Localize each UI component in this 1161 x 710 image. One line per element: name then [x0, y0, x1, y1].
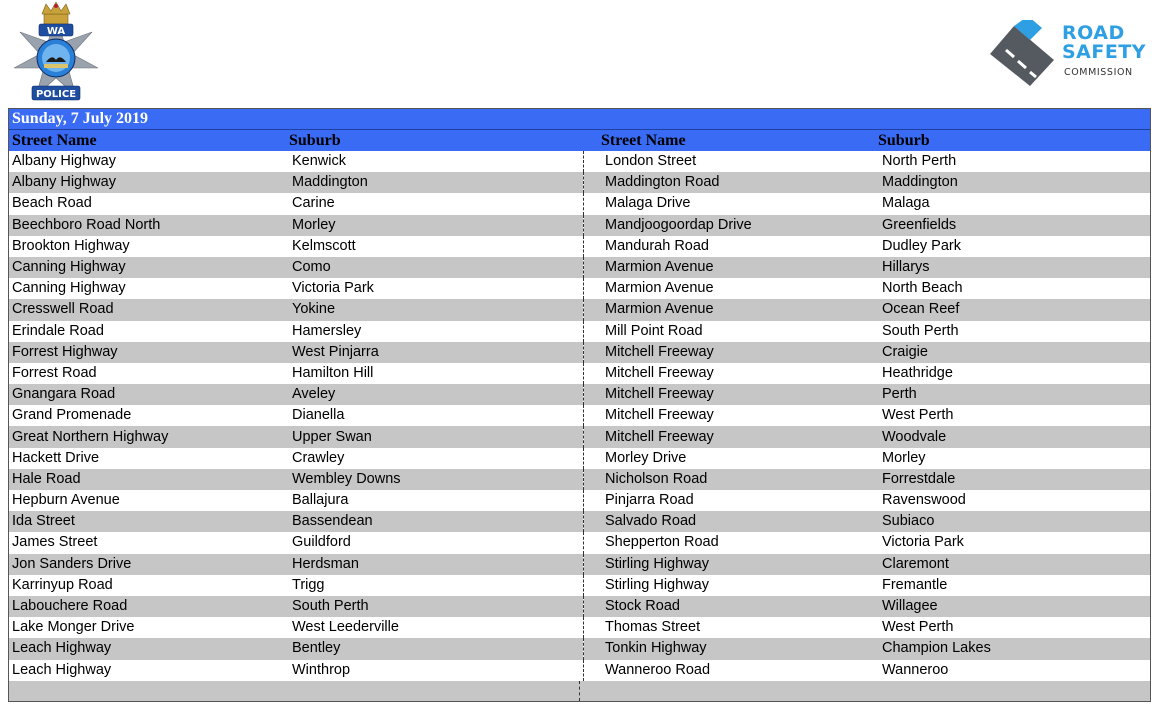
table-row — [9, 469, 1150, 490]
table-row — [9, 342, 1150, 363]
left-suburb-cell: Bentley — [289, 638, 584, 659]
right-suburb-cell: Claremont — [882, 554, 1150, 575]
table-row — [9, 660, 1150, 681]
table-row — [9, 575, 1150, 596]
right-suburb-cell: Champion Lakes — [882, 638, 1150, 659]
right-street-cell: London Street — [584, 151, 883, 172]
left-suburb-cell: Ballajura — [289, 490, 584, 511]
left-suburb-cell: Kenwick — [289, 151, 584, 172]
left-street-cell: Hepburn Avenue — [9, 490, 289, 511]
left-suburb-cell: Winthrop — [289, 660, 584, 681]
table-row — [9, 151, 1150, 172]
left-street-cell: Canning Highway — [9, 257, 289, 278]
right-street-cell: Thomas Street — [584, 617, 883, 638]
speed-camera-locations-sheet — [8, 108, 1151, 702]
road-safety-line3: COMMISSION — [1064, 67, 1133, 78]
left-suburb-cell: Yokine — [289, 299, 584, 320]
right-suburb-cell: North Beach — [882, 278, 1150, 299]
left-suburb-cell: Guildford — [289, 532, 584, 553]
table-row — [9, 172, 1150, 193]
left-suburb-cell: Aveley — [289, 384, 584, 405]
right-street-cell: Shepperton Road — [584, 532, 883, 553]
badge-wa-text: WA — [46, 26, 66, 37]
left-suburb-cell: Maddington — [289, 172, 584, 193]
right-suburb-cell: Fremantle — [882, 575, 1150, 596]
right-street-cell: Maddington Road — [584, 172, 883, 193]
right-suburb-cell: Heathridge — [882, 363, 1150, 384]
road-safety-line2: SAFETY — [1062, 41, 1147, 63]
right-street-cell: Marmion Avenue — [584, 299, 883, 320]
left-street-cell: Hale Road — [9, 469, 289, 490]
left-street-cell: James Street — [9, 532, 289, 553]
left-street-cell: Leach Highway — [9, 638, 289, 659]
road-safety-road-icon — [984, 20, 1060, 90]
left-street-cell: Forrest Road — [9, 363, 289, 384]
right-suburb-cell: Willagee — [882, 596, 1150, 617]
right-suburb-cell: West Perth — [882, 405, 1150, 426]
left-suburb-cell: Como — [289, 257, 584, 278]
right-street-cell: Morley Drive — [584, 448, 883, 469]
badge-police-text: POLICE — [35, 89, 77, 100]
right-street-cell: Stock Road — [584, 596, 883, 617]
left-street-cell: Erindale Road — [9, 321, 289, 342]
right-street-cell: Mandjoogoordap Drive — [584, 215, 883, 236]
left-street-cell: Beach Road — [9, 193, 289, 214]
right-suburb-cell: Greenfields — [882, 215, 1150, 236]
table-row — [9, 638, 1150, 659]
left-street-cell: Labouchere Road — [9, 596, 289, 617]
left-suburb-cell: South Perth — [289, 596, 584, 617]
table-row — [9, 426, 1150, 447]
left-suburb-cell: Upper Swan — [289, 426, 584, 447]
right-street-cell: Mitchell Freeway — [584, 342, 883, 363]
column-header-row — [9, 130, 1150, 151]
right-street-cell: Marmion Avenue — [584, 257, 883, 278]
right-suburb-cell: Ravenswood — [882, 490, 1150, 511]
right-street-cell: Mandurah Road — [584, 236, 883, 257]
header-left-suburb: Suburb — [289, 132, 341, 149]
left-street-cell: Lake Monger Drive — [9, 617, 289, 638]
road-safety-line1: ROAD — [1062, 22, 1125, 44]
right-suburb-cell: Maddington — [882, 172, 1150, 193]
table-row — [9, 490, 1150, 511]
table-row — [9, 278, 1150, 299]
left-street-cell: Great Northern Highway — [9, 426, 289, 447]
right-street-cell: Wanneroo Road — [584, 660, 883, 681]
table-row — [9, 617, 1150, 638]
right-suburb-cell: Ocean Reef — [882, 299, 1150, 320]
table-row — [9, 193, 1150, 214]
left-suburb-cell: Hamilton Hill — [289, 363, 584, 384]
table-row — [9, 321, 1150, 342]
left-suburb-cell: Morley — [289, 215, 584, 236]
table-row — [9, 384, 1150, 405]
right-suburb-cell: Craigie — [882, 342, 1150, 363]
right-street-cell: Mitchell Freeway — [584, 426, 883, 447]
header-right-suburb: Suburb — [878, 132, 930, 149]
right-street-cell: Stirling Highway — [584, 575, 883, 596]
left-street-cell: Brookton Highway — [9, 236, 289, 257]
table-row — [9, 596, 1150, 617]
table-row — [9, 448, 1150, 469]
table-row — [9, 554, 1150, 575]
right-suburb-cell: Woodvale — [882, 426, 1150, 447]
left-suburb-cell: Victoria Park — [289, 278, 584, 299]
right-suburb-cell: Victoria Park — [882, 532, 1150, 553]
left-street-cell: Grand Promenade — [9, 405, 289, 426]
table-row — [9, 215, 1150, 236]
table-row — [9, 236, 1150, 257]
wa-police-badge-icon — [6, 2, 106, 106]
locations-table — [9, 151, 1150, 681]
header-right-street: Street Name — [601, 132, 686, 149]
left-street-cell: Forrest Highway — [9, 342, 289, 363]
left-suburb-cell: West Leederville — [289, 617, 584, 638]
right-suburb-cell: Hillarys — [882, 257, 1150, 278]
left-suburb-cell: West Pinjarra — [289, 342, 584, 363]
left-suburb-cell: Carine — [289, 193, 584, 214]
right-street-cell: Tonkin Highway — [584, 638, 883, 659]
right-suburb-cell: West Perth — [882, 617, 1150, 638]
right-street-cell: Mitchell Freeway — [584, 384, 883, 405]
header-left-street: Street Name — [12, 132, 97, 149]
table-row — [9, 257, 1150, 278]
road-safety-logo — [984, 20, 1147, 90]
right-street-cell: Pinjarra Road — [584, 490, 883, 511]
left-street-cell: Albany Highway — [9, 151, 289, 172]
right-street-cell: Nicholson Road — [584, 469, 883, 490]
right-street-cell: Salvado Road — [584, 511, 883, 532]
table-row — [9, 299, 1150, 320]
table-row — [9, 511, 1150, 532]
left-street-cell: Beechboro Road North — [9, 215, 289, 236]
table-row — [9, 363, 1150, 384]
right-suburb-cell: Subiaco — [882, 511, 1150, 532]
left-street-cell: Leach Highway — [9, 660, 289, 681]
left-street-cell: Albany Highway — [9, 172, 289, 193]
table-footer-row — [9, 681, 1150, 701]
left-street-cell: Canning Highway — [9, 278, 289, 299]
right-suburb-cell: Perth — [882, 384, 1150, 405]
left-street-cell: Cresswell Road — [9, 299, 289, 320]
right-street-cell: Mitchell Freeway — [584, 405, 883, 426]
left-suburb-cell: Herdsman — [289, 554, 584, 575]
right-street-cell: Stirling Highway — [584, 554, 883, 575]
right-street-cell: Mill Point Road — [584, 321, 883, 342]
left-street-cell: Ida Street — [9, 511, 289, 532]
left-suburb-cell: Crawley — [289, 448, 584, 469]
right-street-cell: Malaga Drive — [584, 193, 883, 214]
right-suburb-cell: North Perth — [882, 151, 1150, 172]
date-header: Sunday, 7 July 2019 — [9, 109, 1150, 130]
left-suburb-cell: Dianella — [289, 405, 584, 426]
right-suburb-cell: Morley — [882, 448, 1150, 469]
left-suburb-cell: Hamersley — [289, 321, 584, 342]
table-row — [9, 532, 1150, 553]
right-suburb-cell: Malaga — [882, 193, 1150, 214]
left-suburb-cell: Kelmscott — [289, 236, 584, 257]
right-suburb-cell: Wanneroo — [882, 660, 1150, 681]
right-suburb-cell: South Perth — [882, 321, 1150, 342]
left-suburb-cell: Bassendean — [289, 511, 584, 532]
left-street-cell: Jon Sanders Drive — [9, 554, 289, 575]
left-suburb-cell: Trigg — [289, 575, 584, 596]
right-suburb-cell: Forrestdale — [882, 469, 1150, 490]
right-suburb-cell: Dudley Park — [882, 236, 1150, 257]
table-row — [9, 405, 1150, 426]
right-street-cell: Marmion Avenue — [584, 278, 883, 299]
right-street-cell: Mitchell Freeway — [584, 363, 883, 384]
left-suburb-cell: Wembley Downs — [289, 469, 584, 490]
left-street-cell: Gnangara Road — [9, 384, 289, 405]
left-street-cell: Karrinyup Road — [9, 575, 289, 596]
left-street-cell: Hackett Drive — [9, 448, 289, 469]
